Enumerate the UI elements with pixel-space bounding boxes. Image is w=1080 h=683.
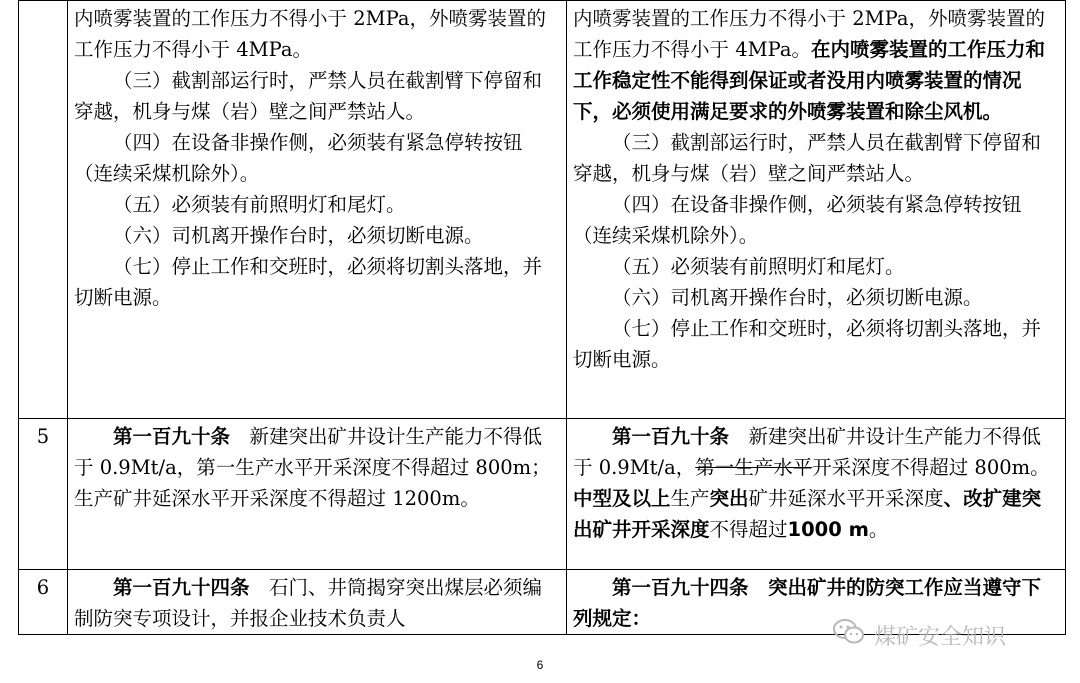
paragraph: （三）截割部运行时，严禁人员在截割臂下停留和穿越，机身与煤（岩）壁之间严禁站人。	[573, 131, 1042, 185]
page-number: 6	[536, 658, 544, 672]
added-text: 1000 m	[787, 518, 869, 541]
added-text: 在内喷雾装置的工作压力和工作稳定性不能得到保证或者没用内喷雾装置的情况下，必须使用满足要求的外喷雾装置和除尘风机。	[573, 38, 1045, 123]
article-title: 第一百九十条	[113, 425, 231, 448]
paragraph: （四）在设备非操作侧，必须装有紧急停转按钮（连续采煤机除外）。	[573, 193, 1022, 247]
added-text: 突出矿井的防突工作应当遵守下列规定：	[573, 576, 1042, 630]
normal-text: 生产	[670, 487, 710, 510]
paragraph: （七）停止工作和交班时，必须将切割头落地，并切断电源。	[74, 255, 543, 309]
paragraph	[573, 3, 1059, 127]
paragraph	[573, 572, 1059, 634]
paragraph: （五）必须装有前照明灯和尾灯。	[612, 255, 905, 278]
old-text-cell	[68, 419, 567, 570]
article-title: 第一百九十条	[612, 425, 730, 448]
new-text-cell	[567, 1, 1066, 419]
paragraph	[74, 572, 560, 634]
added-text: 、改扩建突出矿井开采深度	[573, 487, 1042, 541]
normal-text: 新建突出矿井设计生产能力不得低于 0.9Mt/a，	[573, 425, 1042, 479]
row-number-cell	[19, 1, 68, 419]
paragraph: （五）必须装有前照明灯和尾灯。	[113, 193, 406, 216]
article-title: 第一百九十四条	[612, 576, 749, 599]
paragraph	[573, 421, 1059, 545]
normal-text: 开采深度不得超过 800m。	[812, 456, 1050, 479]
paragraph: （三）截割部运行时，严禁人员在截割臂下停留和穿越，机身与煤（岩）壁之间严禁站人。	[74, 69, 543, 123]
row-number-cell: 5	[19, 419, 68, 570]
paragraph: （六）司机离开操作台时，必须切断电源。	[612, 286, 983, 309]
table-row	[19, 419, 1066, 570]
paragraph: （四）在设备非操作侧，必须装有紧急停转按钮（连续采煤机除外）。	[74, 131, 523, 185]
watermark-text: 煤矿安全知识	[874, 624, 1007, 650]
normal-text: 不得超过	[709, 518, 788, 541]
article-title: 第一百九十四条	[113, 576, 250, 599]
table-row	[19, 1, 1066, 419]
normal-text: 内喷雾装置的工作压力不得小于 2MPa，外喷雾装置的工作压力不得小于 4MPa。	[573, 7, 1045, 61]
new-text-cell	[567, 419, 1066, 570]
paragraph: （七）停止工作和交班时，必须将切割头落地，并切断电源。	[573, 317, 1042, 371]
normal-text: 。	[868, 518, 889, 541]
row-number-cell: 6	[19, 570, 68, 635]
deleted-text: 第一生产水平	[695, 456, 813, 479]
paragraph	[74, 421, 560, 514]
added-text: 突出	[709, 487, 749, 510]
paragraph: （六）司机离开操作台时，必须切断电源。	[113, 224, 484, 247]
paragraph: 内喷雾装置的工作压力不得小于 2MPa，外喷雾装置的工作压力不得小于 4MPa。	[74, 7, 546, 61]
regulation-comparison-table	[18, 0, 1066, 635]
article-text: 石门、井筒揭穿突出煤层必须编制防突专项设计，并报企业技术负责人	[74, 576, 543, 630]
added-text: 中型及以上	[573, 487, 671, 510]
normal-text: 矿井延深水平开采深度	[748, 487, 944, 510]
table-row	[19, 570, 1066, 635]
old-text-cell	[68, 1, 567, 419]
article-text: 新建突出矿井设计生产能力不得低于 0.9Mt/a，第一生产水平开采深度不得超过 800m；生产矿井延深水平开采深度不得超过 1200m。	[74, 425, 551, 510]
old-text-cell	[68, 570, 567, 635]
new-text-cell	[567, 570, 1066, 635]
